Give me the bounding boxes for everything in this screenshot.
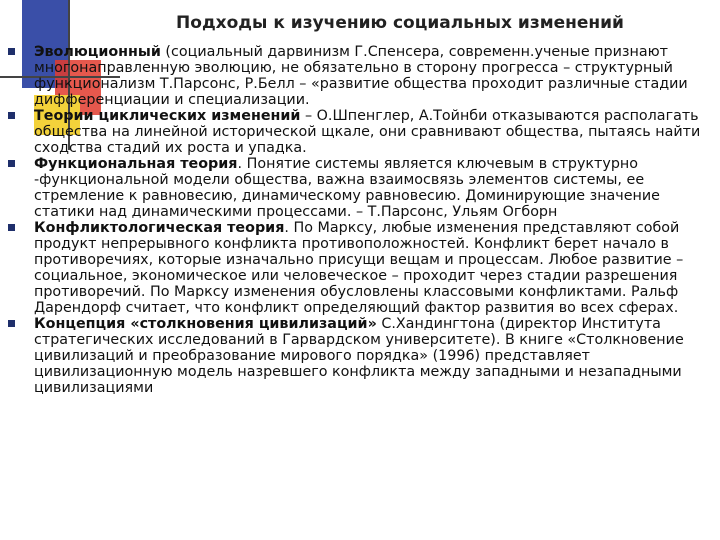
square-bullet-icon <box>8 224 15 231</box>
slide-title: Подходы к изучению социальных изменений <box>176 13 624 33</box>
list-item-conflict <box>0 220 720 316</box>
square-bullet-icon <box>8 320 15 327</box>
square-bullet-icon <box>8 112 15 119</box>
item-term: Концепция «столкновения цивилизаций» <box>34 316 377 332</box>
item-text: – О.Шпенглер, А.Тойнби отказываются располагать общества на линейной исторической щкале, они сравнивают общества, пытаясь найти сходства стадий их роста и упадка. <box>34 108 701 156</box>
item-term: Функциональная теория <box>34 156 238 172</box>
list-item-evolutionary <box>0 44 720 108</box>
bullet-list <box>0 44 720 396</box>
list-item-civilizations <box>0 316 720 396</box>
item-text: (социальный дарвинизм Г.Спенсера, современн.ученые признают многонаправленную эволюцию, не обязательно в сторону прогресса – структурный функционализм Т.Парсонс, Р.Белл – «развитие общества проходит различные стадии дифференциации и специализации. <box>34 44 688 108</box>
square-bullet-icon <box>8 48 15 55</box>
item-text: . По Марксу, любые изменения представляют собой продукт непрерывного конфликта противоположностей. Конфликт берет начало в противоречиях, которые изначально присущи вещам и процессам. Любое развитие – социальное, экономическое или человеческое – проходит через стадии разрешения противоречий. По Марксу изменения обусловлены классовыми конфликтами. Ральф Дарендорф считает, что конфликт определяющий фактор развития во всех сферах. <box>34 220 684 316</box>
list-item-functional <box>0 156 720 220</box>
item-term: Эволюционный <box>34 44 161 60</box>
item-text: . Понятие системы является ключевым в структурно -функциональной модели общества, важна взаимосвязь элементов системы, ее стремление к равновесию, динамическому равновесию. Доминирующие значение статики над динамическими процессами. – Т.Парсонс, Ульям Огборн <box>34 156 660 220</box>
square-bullet-icon <box>8 160 15 167</box>
item-text: С.Хандингтона (директор Института стратегических исследований в Гарвардском университете). В книге «Столкновение цивилизаций и преобразование мирового порядка» (1996) представляет цивилизационную модель назревшего конфликта между западными и незападными цивилизациями <box>34 316 684 396</box>
item-term: Конфликтологическая теория <box>34 220 285 236</box>
item-term: Теории циклических изменений <box>34 108 301 124</box>
list-item-cyclical <box>0 108 720 156</box>
